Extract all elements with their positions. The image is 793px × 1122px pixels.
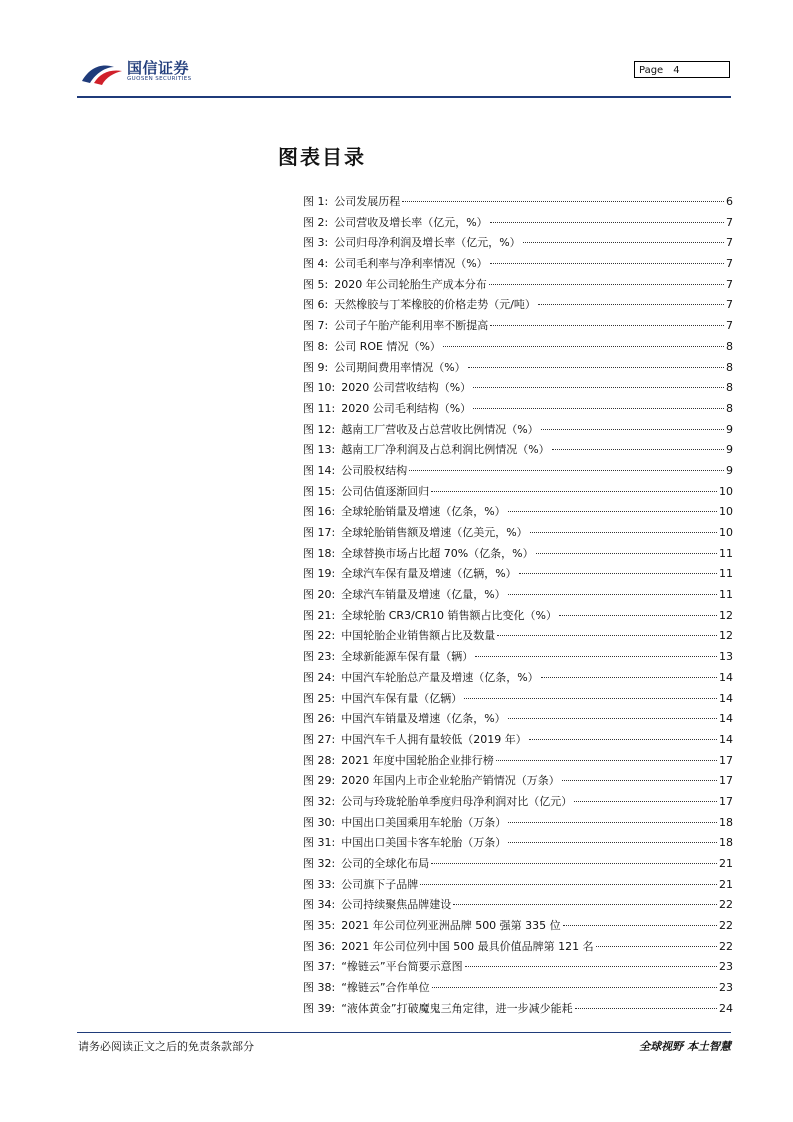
toc-entry[interactable] — [303, 731, 733, 752]
toc-dot-leader — [489, 284, 724, 285]
toc-page-number: 8 — [726, 360, 733, 374]
toc-dot-leader — [443, 346, 724, 347]
toc-dot-leader — [468, 367, 724, 368]
toc-figure-label: 图 13: — [303, 443, 336, 457]
toc-figure-label: 图 12: — [303, 422, 336, 436]
toc-page-number: 14 — [719, 712, 733, 726]
toc-entry[interactable] — [303, 834, 733, 855]
toc-entry[interactable] — [303, 793, 733, 814]
toc-figure-title: 中国汽车销量及增速（亿条，%） — [341, 712, 506, 726]
toc-dot-leader — [530, 532, 717, 533]
toc-page-number: 7 — [726, 215, 733, 229]
toc-page-number: 18 — [719, 836, 733, 850]
toc-figure-title: 中国轮胎企业销售额占比及数量 — [341, 629, 496, 643]
toc-figure-title: 越南工厂净利润及占总利润比例情况（%） — [341, 443, 550, 457]
toc-dot-leader — [529, 739, 717, 740]
toc-page-number: 24 — [719, 1001, 733, 1015]
toc-page-number: 7 — [726, 298, 733, 312]
toc-figure-label: 图 28: — [303, 753, 336, 767]
toc-dot-leader — [596, 946, 717, 947]
toc-dot-leader — [575, 1008, 717, 1009]
toc-entry[interactable] — [303, 710, 733, 731]
toc-dot-leader — [496, 760, 717, 761]
page-number: 4 — [673, 65, 680, 76]
toc-page-number: 22 — [719, 939, 733, 953]
toc-figure-label: 图 1: — [303, 195, 329, 208]
toc-figure-label: 图 2: — [303, 215, 329, 229]
toc-dot-leader — [519, 573, 717, 574]
toc-dot-leader — [453, 904, 717, 905]
toc-figure-title: 公司营收及增长率（亿元，%） — [334, 215, 488, 229]
toc-figure-title: 全球汽车销量及增速（亿量，%） — [341, 588, 506, 602]
toc-figure-title: 全球替换市场占比超 70%（亿条，%） — [341, 546, 534, 560]
toc-dot-leader — [536, 553, 717, 554]
toc-page-number: 14 — [719, 670, 733, 684]
toc-page-number: 17 — [719, 753, 733, 767]
toc-entry[interactable] — [303, 896, 733, 917]
toc-entry[interactable] — [303, 276, 733, 297]
toc-dot-leader — [420, 884, 717, 885]
toc-dot-leader — [508, 594, 717, 595]
toc-page-number: 23 — [719, 981, 733, 995]
toc-figure-label: 图 9: — [303, 360, 329, 374]
toc-figure-label: 图 30: — [303, 815, 336, 829]
toc-figure-label: 图 39: — [303, 1001, 336, 1015]
toc-entry[interactable] — [303, 917, 733, 938]
toc-page-number: 14 — [719, 732, 733, 746]
page-title: 图表目录 — [278, 145, 366, 169]
toc-figure-title: 公司发展历程 — [334, 195, 401, 208]
toc-figure-label: 图 37: — [303, 960, 336, 974]
toc-figure-title: 公司股权结构 — [341, 463, 408, 477]
toc-figure-label: 图 14: — [303, 463, 336, 477]
company-logo — [80, 55, 220, 89]
toc-figure-label: 图 22: — [303, 629, 336, 643]
toc-figure-label: 图 32: — [303, 857, 336, 870]
toc-dot-leader — [490, 325, 724, 326]
toc-entry[interactable] — [303, 958, 733, 979]
toc-dot-leader — [541, 429, 724, 430]
footer-slogan: 全球视野 本土智慧 — [639, 1040, 731, 1053]
toc-entry[interactable] — [303, 296, 733, 317]
toc-figure-title: 公司与玲珑轮胎单季度归母净利润对比（亿元） — [341, 794, 573, 808]
footer-divider — [77, 1032, 731, 1033]
toc-entry[interactable] — [303, 648, 733, 669]
toc-page-number: 8 — [726, 381, 733, 395]
toc-entry[interactable] — [303, 359, 733, 380]
toc-figure-label: 图 32: — [303, 794, 336, 808]
toc-entry[interactable] — [303, 462, 733, 483]
toc-figure-label: 图 23: — [303, 650, 336, 664]
toc-figure-label: 图 21: — [303, 608, 336, 622]
logo-english-name: GUOSEN SECURITIES — [127, 76, 192, 82]
guosen-logo-icon — [80, 57, 124, 87]
toc-dot-leader — [523, 242, 724, 243]
toc-figure-title: 全球汽车保有量及增速（亿辆，%） — [341, 567, 517, 581]
toc-entry[interactable] — [303, 565, 733, 586]
header-divider — [77, 96, 731, 98]
toc-dot-leader — [473, 387, 724, 388]
toc-page-number: 23 — [719, 960, 733, 974]
toc-dot-leader — [508, 511, 717, 512]
toc-page-number: 12 — [719, 608, 733, 622]
toc-page-number: 8 — [726, 401, 733, 415]
toc-entry[interactable] — [303, 234, 733, 255]
toc-dot-leader — [541, 677, 717, 678]
toc-entry[interactable] — [303, 1000, 733, 1021]
toc-figure-label: 图 8: — [303, 339, 329, 353]
toc-dot-leader — [432, 987, 717, 988]
toc-page-number: 7 — [726, 277, 733, 291]
toc-figure-label: 图 36: — [303, 939, 336, 953]
toc-dot-leader — [574, 801, 717, 802]
toc-entry[interactable] — [303, 876, 733, 897]
toc-dot-leader — [508, 842, 717, 843]
toc-figure-title: “橡链云”合作单位 — [341, 981, 430, 995]
figure-table-of-contents — [303, 193, 733, 1021]
toc-figure-label: 图 17: — [303, 526, 336, 539]
toc-page-number: 7 — [726, 257, 733, 271]
toc-entry[interactable] — [303, 524, 733, 545]
toc-dot-leader — [563, 925, 717, 926]
toc-page-number: 17 — [719, 794, 733, 808]
toc-dot-leader — [508, 822, 717, 823]
toc-figure-title: 公司的全球化布局 — [341, 857, 430, 870]
toc-page-number: 8 — [726, 339, 733, 353]
toc-figure-label: 图 24: — [303, 670, 336, 684]
toc-figure-label: 图 27: — [303, 732, 336, 746]
toc-entry[interactable] — [303, 586, 733, 607]
toc-figure-title: 2020 公司毛利结构（%） — [341, 401, 472, 415]
toc-entry[interactable] — [303, 400, 733, 421]
toc-figure-title: 公司期间费用率情况（%） — [334, 360, 466, 374]
toc-figure-label: 图 25: — [303, 691, 336, 705]
toc-figure-title: 公司估值逐渐回归 — [341, 484, 430, 498]
toc-entry[interactable] — [303, 255, 733, 276]
toc-entry[interactable] — [303, 193, 733, 214]
toc-entry[interactable] — [303, 214, 733, 235]
toc-figure-title: 2021 年公司位列中国 500 最具价值品牌第 121 名 — [341, 939, 594, 953]
toc-dot-leader — [402, 201, 724, 202]
toc-page-number: 7 — [726, 319, 733, 333]
toc-figure-label: 图 20: — [303, 588, 336, 602]
toc-figure-label: 图 6: — [303, 298, 329, 312]
toc-dot-leader — [475, 656, 717, 657]
toc-figure-label: 图 10: — [303, 381, 336, 395]
toc-figure-title: 中国汽车轮胎总产量及增速（亿条，%） — [341, 670, 539, 684]
toc-figure-title: 2020 年国内上市企业轮胎产销情况（万条） — [341, 774, 560, 788]
toc-figure-title: 全球轮胎销售额及增速（亿美元，%） — [341, 526, 528, 539]
toc-entry[interactable] — [303, 669, 733, 690]
toc-entry[interactable] — [303, 979, 733, 1000]
toc-figure-label: 图 18: — [303, 546, 336, 560]
toc-dot-leader — [552, 449, 724, 450]
toc-figure-title: 公司归母净利润及增长率（亿元，%） — [334, 236, 521, 250]
toc-figure-title: 中国出口美国乘用车轮胎（万条） — [341, 815, 507, 829]
toc-page-number: 9 — [726, 443, 733, 457]
toc-dot-leader — [497, 635, 717, 636]
toc-page-number: 21 — [719, 877, 733, 891]
toc-page-number: 10 — [719, 526, 733, 539]
toc-entry[interactable] — [303, 814, 733, 835]
toc-entry[interactable] — [303, 938, 733, 959]
toc-entry[interactable] — [303, 607, 733, 628]
toc-figure-label: 图 34: — [303, 898, 336, 912]
toc-page-number: 10 — [719, 484, 733, 498]
footer-disclaimer: 请务必阅读正文之后的免责条款部分 — [78, 1040, 254, 1053]
toc-figure-label: 图 15: — [303, 484, 336, 498]
toc-figure-title: 越南工厂营收及占总营收比例情况（%） — [341, 422, 539, 436]
toc-figure-label: 图 16: — [303, 505, 336, 519]
toc-dot-leader — [508, 718, 717, 719]
toc-figure-title: 天然橡胶与丁苯橡胶的价格走势（元/吨） — [334, 298, 536, 312]
toc-entry[interactable] — [303, 690, 733, 711]
toc-figure-title: 2020 年公司轮胎生产成本分布 — [334, 277, 487, 291]
toc-page-number: 22 — [719, 898, 733, 912]
page-indicator — [634, 61, 730, 78]
toc-dot-leader — [538, 304, 724, 305]
toc-figure-label: 图 19: — [303, 567, 336, 581]
toc-figure-title: 2021 年公司位列亚洲品牌 500 强第 335 位 — [341, 919, 561, 933]
toc-entry[interactable] — [303, 483, 733, 504]
toc-entry[interactable] — [303, 752, 733, 773]
toc-page-number: 10 — [719, 505, 733, 519]
toc-page-number: 17 — [719, 774, 733, 788]
toc-page-number: 11 — [719, 588, 733, 602]
toc-figure-label: 图 5: — [303, 277, 329, 291]
toc-figure-title: 公司子午胎产能利用率不断提高 — [334, 319, 489, 333]
toc-page-number: 6 — [726, 195, 733, 208]
toc-dot-leader — [490, 222, 724, 223]
toc-page-number: 9 — [726, 463, 733, 477]
logo-chinese-name: 国信证券 — [127, 59, 190, 77]
toc-page-number: 14 — [719, 691, 733, 705]
toc-figure-label: 图 3: — [303, 236, 329, 250]
toc-figure-title: 全球轮胎 CR3/CR10 销售额占比变化（%） — [341, 608, 557, 622]
toc-figure-title: 公司 ROE 情况（%） — [334, 339, 441, 353]
toc-entry[interactable] — [303, 545, 733, 566]
toc-entry[interactable] — [303, 421, 733, 442]
toc-figure-title: 2020 公司营收结构（%） — [341, 381, 472, 395]
toc-entry[interactable] — [303, 503, 733, 524]
toc-dot-leader — [465, 966, 717, 967]
toc-entry[interactable] — [303, 338, 733, 359]
toc-entry[interactable] — [303, 379, 733, 400]
toc-dot-leader — [431, 863, 717, 864]
toc-figure-title: 2021 年度中国轮胎企业排行榜 — [341, 753, 494, 767]
toc-figure-label: 图 7: — [303, 319, 329, 333]
toc-page-number: 13 — [719, 650, 733, 664]
toc-dot-leader — [464, 698, 717, 699]
toc-page-number: 12 — [719, 629, 733, 643]
toc-entry[interactable] — [303, 772, 733, 793]
toc-entry[interactable] — [303, 627, 733, 648]
toc-figure-title: “橡链云”平台简要示意图 — [341, 960, 463, 974]
toc-page-number: 21 — [719, 857, 733, 870]
toc-figure-label: 图 4: — [303, 257, 329, 271]
toc-page-number: 7 — [726, 236, 733, 250]
toc-figure-label: 图 35: — [303, 919, 336, 933]
toc-entry[interactable] — [303, 855, 733, 876]
toc-page-number: 11 — [719, 567, 733, 581]
toc-figure-label: 图 26: — [303, 712, 336, 726]
toc-figure-title: 中国汽车保有量（亿辆） — [341, 691, 463, 705]
toc-entry[interactable] — [303, 317, 733, 338]
toc-dot-leader — [431, 491, 717, 492]
toc-page-number: 22 — [719, 919, 733, 933]
toc-figure-title: 公司旗下子品牌 — [341, 877, 419, 891]
toc-page-number: 11 — [719, 546, 733, 560]
toc-figure-title: 公司毛利率与净利率情况（%） — [334, 257, 488, 271]
toc-dot-leader — [473, 408, 724, 409]
toc-figure-title: “液体黄金”打破魔鬼三角定律，进一步减少能耗 — [341, 1001, 573, 1015]
page-label: Page — [639, 65, 664, 76]
toc-entry[interactable] — [303, 441, 733, 462]
toc-dot-leader — [559, 615, 717, 616]
toc-figure-title: 公司持续聚焦品牌建设 — [341, 898, 452, 912]
toc-figure-label: 图 29: — [303, 774, 336, 788]
toc-figure-label: 图 31: — [303, 836, 336, 850]
toc-dot-leader — [490, 263, 724, 264]
toc-page-number: 18 — [719, 815, 733, 829]
toc-figure-title: 全球轮胎销量及增速（亿条，%） — [341, 505, 506, 519]
toc-figure-label: 图 33: — [303, 877, 336, 891]
toc-figure-label: 图 38: — [303, 981, 336, 995]
toc-dot-leader — [562, 780, 717, 781]
toc-figure-title: 中国汽车千人拥有量较低（2019 年） — [341, 732, 527, 746]
toc-figure-title: 全球新能源车保有量（辆） — [341, 650, 474, 664]
toc-page-number: 9 — [726, 422, 733, 436]
toc-figure-title: 中国出口美国卡客车轮胎（万条） — [341, 836, 507, 850]
toc-figure-label: 图 11: — [303, 401, 336, 415]
toc-dot-leader — [409, 470, 724, 471]
